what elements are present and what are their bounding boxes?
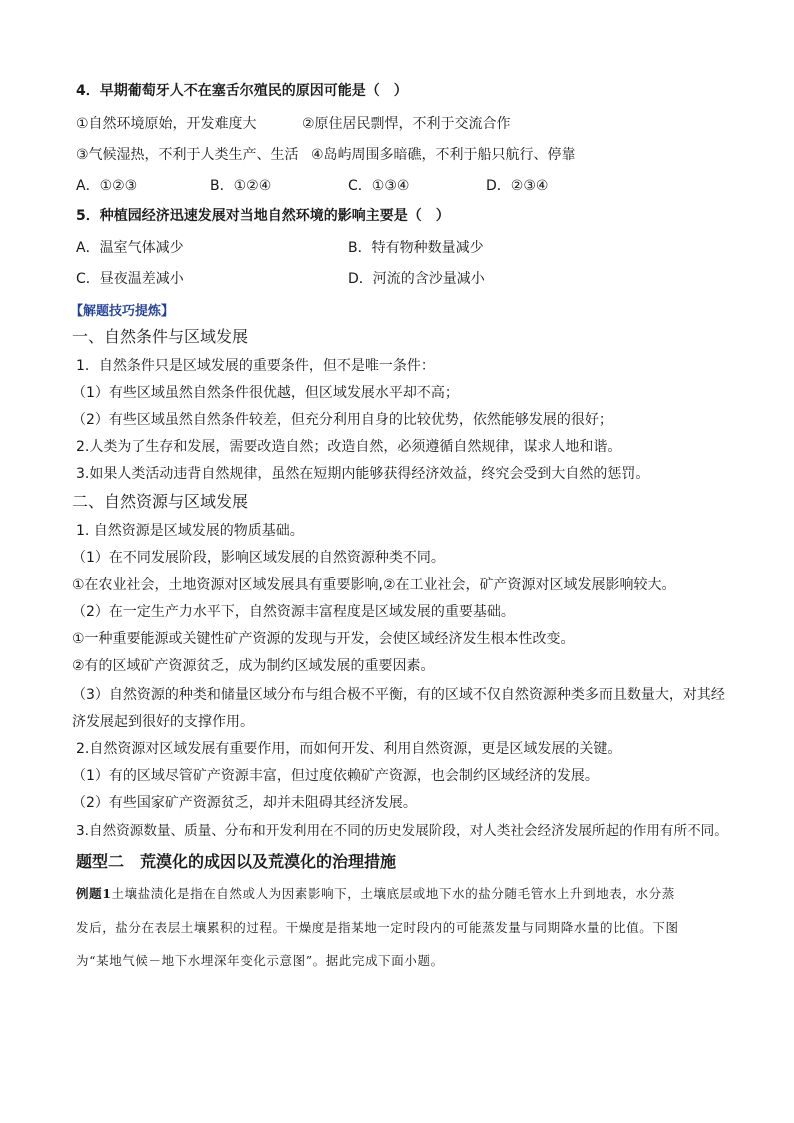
example-1-text: 土壤盐渍化是指在自然或人为因素影响下，土壤底层或地下水的盐分随毛管水上升到地表，水分蒸 (111, 886, 675, 901)
tips-line: （1）在不同发展阶段，影响区域发展的自然资源种类不同。 (72, 550, 445, 566)
q4-statement-3: ③气候湿热，不利于人类生产、生活 (76, 147, 299, 163)
question-type-2-title: 题型二 荒漠化的成因以及荒漠化的治理措施 (76, 852, 397, 871)
tips-line: ①一种重要能源或关键性矿产资源的发现与开发，会使区域经济发生根本性改变。 (72, 631, 575, 647)
tips-line: （1）有些区域虽然自然条件很优越，但区域发展水平却不高； (72, 385, 459, 401)
tips-line: （2）有些区域虽然自然条件较差，但充分利用自身的比较优势，依然能够发展的很好； (72, 412, 613, 428)
tips-line: 1. 自然资源是区域发展的物质基础。 (76, 523, 304, 539)
tips-line: 2.自然资源对区域发展有重要作用，而如何开发、利用自然资源，更是区域发展的关键。 (76, 741, 622, 757)
question-4-stem: 4．早期葡萄牙人不在塞舌尔殖民的原因可能是（ ） (76, 83, 408, 99)
tips-line: （1）有的区域尽管矿产资源丰富，但过度依赖矿产资源，也会制约区域经济的发展。 (72, 768, 599, 784)
tips-line: ②有的区域矿产资源贫乏，成为制约区域发展的重要因素。 (72, 658, 435, 674)
example-1-line-3: 为“某地气候－地下水埋深年变化示意图”。据此完成下面小题。 (76, 953, 444, 968)
q5-option-a: A．温室气体减少 (76, 240, 184, 256)
tips-line: 3.如果人类活动违背自然规律，虽然在短期内能够获得经济效益，终究会受到大自然的惩罚。 (76, 466, 650, 482)
tips-heading: 【解题技巧提炼】 (70, 304, 175, 319)
tips-line: （2）有些国家矿产资源贫乏，却并未阻碍其经济发展。 (72, 795, 417, 811)
q4-option-b: B．①②④ (210, 178, 272, 194)
example-1-label: 例题1 (76, 886, 112, 901)
tips-line: （2）在一定生产力水平下，自然资源丰富程度是区域发展的重要基础。 (72, 604, 515, 620)
question-5-stem: 5．种植园经济迅速发展对当地自然环境的影响主要是（ ） (76, 208, 450, 224)
tips-line: 1．自然条件只是区域发展的重要条件，但不是唯一条件： (76, 358, 435, 374)
q5-option-c: C．昼夜温差减小 (76, 271, 184, 287)
tips-line: ①在农业社会，土地资源对区域发展具有重要影响,②在工业社会，矿产资源对区域发展影响较大。 (72, 577, 676, 593)
q4-statement-1: ①自然环境原始，开发难度大 (76, 116, 257, 132)
q4-option-d: D．②③④ (486, 178, 549, 194)
q4-statement-2: ②原住居民剽悍，不利于交流合作 (302, 116, 511, 132)
q5-option-d: D．河流的含沙量减小 (348, 271, 485, 287)
tips-section-2-title: 二、自然资源与区域发展 (72, 492, 249, 511)
tips-line: （3）自然资源的种类和储量区域分布与组合极不平衡，有的区域不仅自然资源种类多而且数量大，对其经 (72, 687, 725, 703)
tips-line: 2.人类为了生存和发展，需要改造自然；改造自然，必须遵循自然规律，谋求人地和谐。 (76, 439, 622, 455)
q4-option-a: A．①②③ (76, 178, 138, 194)
example-1-line-1 (76, 884, 675, 904)
q5-option-b: B．特有物种数量减少 (348, 240, 484, 256)
tips-line: 济发展起到很好的支撑作用。 (72, 714, 254, 730)
q4-option-c: C．①③④ (348, 178, 410, 194)
tips-line: 3.自然资源数量、质量、分布和开发利用在不同的历史发展阶段，对人类社会经济发展所起的作用有所不同。 (76, 823, 728, 839)
tips-section-1-title: 一、自然条件与区域发展 (72, 327, 249, 346)
q4-statement-4: ④岛屿周围多暗礁，不利于船只航行、停靠 (311, 147, 576, 163)
example-1-line-2: 发后，盐分在表层土壤累积的过程。干燥度是指某地一定时段内的可能蒸发量与同期降水量的比值。下图 (76, 920, 679, 935)
